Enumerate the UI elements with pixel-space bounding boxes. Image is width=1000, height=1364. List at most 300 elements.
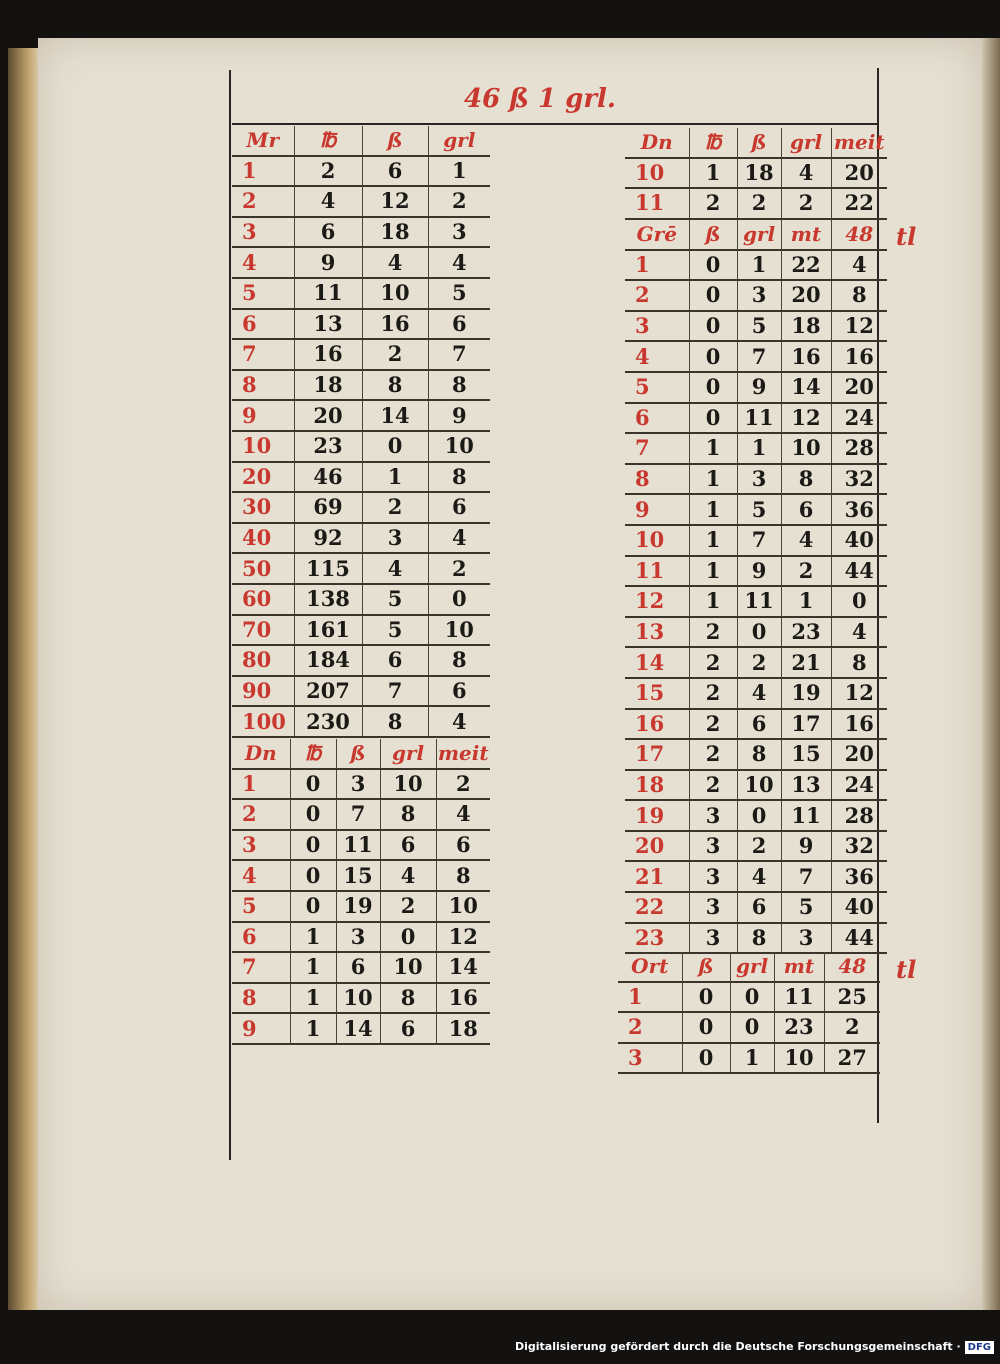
table-row bbox=[232, 309, 490, 340]
column-header: mt bbox=[774, 952, 824, 982]
table-row bbox=[625, 250, 887, 281]
row-label: 6 bbox=[625, 403, 689, 434]
table-cell: 3 bbox=[689, 923, 737, 954]
table-cell: 14 bbox=[436, 952, 490, 983]
table-cell: 32 bbox=[831, 831, 887, 862]
table-cell: 5 bbox=[362, 584, 428, 615]
table-cell: 0 bbox=[290, 891, 336, 922]
row-label: 90 bbox=[232, 676, 294, 707]
table-cell: 23 bbox=[781, 617, 831, 648]
table-cell: 2 bbox=[428, 553, 490, 584]
table-row bbox=[232, 523, 490, 554]
table-cell: 6 bbox=[781, 494, 831, 525]
table-row bbox=[625, 861, 887, 892]
column-header: ß bbox=[689, 220, 737, 250]
row-label: 80 bbox=[232, 645, 294, 676]
book-spine bbox=[8, 48, 38, 1310]
table-cell: 2 bbox=[294, 156, 362, 187]
column-header: ß bbox=[336, 739, 380, 769]
table-row bbox=[232, 584, 490, 615]
table-cell: 8 bbox=[362, 706, 428, 737]
right-groschen-table bbox=[625, 220, 887, 954]
table-cell: 24 bbox=[831, 403, 887, 434]
table-cell: 8 bbox=[831, 280, 887, 311]
table-cell: 2 bbox=[380, 891, 436, 922]
table-cell: 18 bbox=[737, 158, 781, 189]
table-cell: 7 bbox=[428, 339, 490, 370]
column-header: Dn bbox=[232, 739, 290, 769]
row-label: 12 bbox=[625, 586, 689, 617]
table-cell: 10 bbox=[436, 891, 490, 922]
table-cell: 10 bbox=[774, 1043, 824, 1074]
left-mark-table bbox=[232, 126, 490, 738]
table-row bbox=[625, 464, 887, 495]
column-header: grl bbox=[380, 739, 436, 769]
column-header: Mr bbox=[232, 126, 294, 156]
row-label: 5 bbox=[625, 372, 689, 403]
table-cell: 23 bbox=[774, 1012, 824, 1043]
row-label: 40 bbox=[232, 523, 294, 554]
table-row bbox=[625, 158, 887, 189]
table-cell: 8 bbox=[380, 983, 436, 1014]
table-cell: 7 bbox=[737, 341, 781, 372]
table-cell: 1 bbox=[428, 156, 490, 187]
table-cell: 0 bbox=[682, 1012, 730, 1043]
table-cell: 5 bbox=[362, 615, 428, 646]
table-row bbox=[625, 647, 887, 678]
table-cell: 4 bbox=[737, 678, 781, 709]
row-label: 5 bbox=[232, 891, 290, 922]
page-heading: 46 ß 1 grl. bbox=[464, 84, 616, 114]
row-label: 18 bbox=[625, 770, 689, 801]
table-cell: 0 bbox=[737, 617, 781, 648]
table-cell: 11 bbox=[737, 403, 781, 434]
row-label: 70 bbox=[232, 615, 294, 646]
table-cell: 2 bbox=[689, 647, 737, 678]
table-cell: 2 bbox=[689, 770, 737, 801]
side-label-ort: tl bbox=[896, 955, 917, 984]
table-row bbox=[232, 615, 490, 646]
table-cell: 4 bbox=[781, 158, 831, 189]
table-cell: 2 bbox=[362, 492, 428, 523]
table-cell: 0 bbox=[682, 1043, 730, 1074]
row-label: 2 bbox=[232, 186, 294, 217]
table-cell: 8 bbox=[831, 647, 887, 678]
row-label: 20 bbox=[625, 831, 689, 862]
table-cell: 12 bbox=[362, 186, 428, 217]
table-cell: 6 bbox=[336, 952, 380, 983]
table-cell: 2 bbox=[824, 1012, 880, 1043]
table-cell: 3 bbox=[689, 800, 737, 831]
table-row bbox=[625, 311, 887, 342]
table-row bbox=[232, 462, 490, 493]
table-row bbox=[618, 1012, 880, 1043]
table-row bbox=[625, 433, 887, 464]
table-cell: 0 bbox=[428, 584, 490, 615]
table-row bbox=[232, 645, 490, 676]
table-cell: 9 bbox=[428, 400, 490, 431]
table-cell: 6 bbox=[380, 1013, 436, 1044]
table-cell: 1 bbox=[689, 433, 737, 464]
table-cell: 10 bbox=[336, 983, 380, 1014]
table-cell: 19 bbox=[336, 891, 380, 922]
table-cell: 8 bbox=[781, 464, 831, 495]
table-cell: 0 bbox=[689, 250, 737, 281]
table-cell: 9 bbox=[737, 372, 781, 403]
table-header-row bbox=[618, 952, 880, 982]
row-label: 60 bbox=[232, 584, 294, 615]
table-cell: 0 bbox=[689, 341, 737, 372]
row-label: 1 bbox=[618, 982, 682, 1013]
table-cell: 161 bbox=[294, 615, 362, 646]
table-row bbox=[625, 923, 887, 954]
column-header: grl bbox=[781, 128, 831, 158]
table-row bbox=[232, 1013, 490, 1044]
table-cell: 8 bbox=[362, 370, 428, 401]
table-row bbox=[232, 983, 490, 1014]
table-cell: 138 bbox=[294, 584, 362, 615]
row-label: 7 bbox=[232, 952, 290, 983]
table-cell: 207 bbox=[294, 676, 362, 707]
table-cell: 8 bbox=[380, 799, 436, 830]
table-row bbox=[625, 403, 887, 434]
row-label: 4 bbox=[232, 247, 294, 278]
table-cell: 6 bbox=[362, 645, 428, 676]
table-cell: 16 bbox=[436, 983, 490, 1014]
table-cell: 4 bbox=[362, 247, 428, 278]
table-cell: 1 bbox=[290, 952, 336, 983]
table-row bbox=[232, 431, 490, 462]
table-row bbox=[618, 1043, 880, 1074]
table-cell: 8 bbox=[428, 645, 490, 676]
table-cell: 92 bbox=[294, 523, 362, 554]
table-cell: 19 bbox=[781, 678, 831, 709]
table-row bbox=[232, 186, 490, 217]
row-label: 6 bbox=[232, 309, 294, 340]
row-label: 19 bbox=[625, 800, 689, 831]
table-cell: 3 bbox=[336, 922, 380, 953]
table-cell: 2 bbox=[689, 678, 737, 709]
table-cell: 12 bbox=[831, 311, 887, 342]
table-row bbox=[232, 217, 490, 248]
table-cell: 6 bbox=[436, 830, 490, 861]
row-label: 1 bbox=[625, 250, 689, 281]
table-cell: 5 bbox=[781, 892, 831, 923]
table-cell: 11 bbox=[336, 830, 380, 861]
table-cell: 14 bbox=[336, 1013, 380, 1044]
row-label: 1 bbox=[232, 769, 290, 800]
table-cell: 44 bbox=[831, 923, 887, 954]
table-cell: 3 bbox=[737, 464, 781, 495]
column-header: Dn bbox=[625, 128, 689, 158]
table-cell: 11 bbox=[781, 800, 831, 831]
table-cell: 1 bbox=[689, 158, 737, 189]
table-cell: 10 bbox=[428, 431, 490, 462]
row-label: 8 bbox=[625, 464, 689, 495]
table-cell: 13 bbox=[781, 770, 831, 801]
table-cell: 4 bbox=[428, 247, 490, 278]
table-cell: 18 bbox=[294, 370, 362, 401]
table-row bbox=[232, 553, 490, 584]
table-row bbox=[232, 706, 490, 737]
table-cell: 14 bbox=[781, 372, 831, 403]
table-cell: 20 bbox=[781, 280, 831, 311]
table-cell: 1 bbox=[689, 556, 737, 587]
table-cell: 184 bbox=[294, 645, 362, 676]
table-row bbox=[232, 247, 490, 278]
table-cell: 2 bbox=[689, 709, 737, 740]
table-cell: 1 bbox=[737, 250, 781, 281]
table-cell: 3 bbox=[336, 769, 380, 800]
table-cell: 10 bbox=[380, 952, 436, 983]
table-cell: 46 bbox=[294, 462, 362, 493]
table-cell: 0 bbox=[689, 280, 737, 311]
row-label: 6 bbox=[232, 922, 290, 953]
table-cell: 2 bbox=[689, 739, 737, 770]
table-row bbox=[232, 922, 490, 953]
table-row bbox=[232, 370, 490, 401]
table-row bbox=[625, 525, 887, 556]
table-cell: 10 bbox=[737, 770, 781, 801]
table-cell: 0 bbox=[290, 769, 336, 800]
table-cell: 69 bbox=[294, 492, 362, 523]
column-header: grl bbox=[428, 126, 490, 156]
table-cell: 16 bbox=[362, 309, 428, 340]
table-cell: 11 bbox=[774, 982, 824, 1013]
table-cell: 3 bbox=[689, 831, 737, 862]
table-cell: 40 bbox=[831, 525, 887, 556]
column-header: ß bbox=[362, 126, 428, 156]
table-cell: 6 bbox=[362, 156, 428, 187]
table-cell: 0 bbox=[689, 311, 737, 342]
row-label: 8 bbox=[232, 370, 294, 401]
table-cell: 15 bbox=[781, 739, 831, 770]
table-cell: 2 bbox=[689, 617, 737, 648]
table-cell: 3 bbox=[689, 892, 737, 923]
table-cell: 8 bbox=[737, 739, 781, 770]
table-cell: 6 bbox=[428, 676, 490, 707]
table-cell: 1 bbox=[362, 462, 428, 493]
page-edge bbox=[982, 38, 1000, 1310]
table-cell: 2 bbox=[436, 769, 490, 800]
column-header: 48 bbox=[824, 952, 880, 982]
table-cell: 6 bbox=[428, 309, 490, 340]
table-cell: 6 bbox=[737, 709, 781, 740]
row-label: 17 bbox=[625, 739, 689, 770]
table-cell: 1 bbox=[290, 983, 336, 1014]
right-ort-table bbox=[618, 952, 880, 1074]
row-label: 4 bbox=[625, 341, 689, 372]
row-label: 13 bbox=[625, 617, 689, 648]
table-cell: 5 bbox=[737, 494, 781, 525]
table-cell: 3 bbox=[428, 217, 490, 248]
table-cell: 7 bbox=[336, 799, 380, 830]
table-cell: 20 bbox=[831, 739, 887, 770]
table-cell: 10 bbox=[380, 769, 436, 800]
table-cell: 13 bbox=[294, 309, 362, 340]
table-cell: 4 bbox=[781, 525, 831, 556]
table-cell: 22 bbox=[831, 188, 887, 219]
table-cell: 18 bbox=[436, 1013, 490, 1044]
table-cell: 16 bbox=[831, 709, 887, 740]
table-cell: 17 bbox=[781, 709, 831, 740]
table-cell: 4 bbox=[294, 186, 362, 217]
row-label: 2 bbox=[618, 1012, 682, 1043]
table-cell: 4 bbox=[737, 861, 781, 892]
table-cell: 2 bbox=[781, 556, 831, 587]
table-cell: 27 bbox=[824, 1043, 880, 1074]
table-cell: 16 bbox=[294, 339, 362, 370]
table-cell: 9 bbox=[781, 831, 831, 862]
row-label: 30 bbox=[232, 492, 294, 523]
table-cell: 7 bbox=[362, 676, 428, 707]
table-cell: 1 bbox=[781, 586, 831, 617]
table-cell: 1 bbox=[689, 525, 737, 556]
row-label: 10 bbox=[232, 431, 294, 462]
row-label: 100 bbox=[232, 706, 294, 737]
row-label: 21 bbox=[625, 861, 689, 892]
table-cell: 3 bbox=[737, 280, 781, 311]
table-header-row bbox=[625, 220, 887, 250]
row-label: 20 bbox=[232, 462, 294, 493]
row-label: 10 bbox=[625, 525, 689, 556]
table-cell: 6 bbox=[294, 217, 362, 248]
header-rule bbox=[232, 123, 877, 125]
table-row bbox=[625, 494, 887, 525]
table-cell: 8 bbox=[737, 923, 781, 954]
row-label: 7 bbox=[232, 339, 294, 370]
table-cell: 11 bbox=[294, 278, 362, 309]
table-cell: 0 bbox=[737, 800, 781, 831]
table-cell: 12 bbox=[781, 403, 831, 434]
column-header: ℔ bbox=[294, 126, 362, 156]
table-row bbox=[232, 676, 490, 707]
table-cell: 0 bbox=[290, 860, 336, 891]
table-cell: 16 bbox=[831, 341, 887, 372]
table-cell: 12 bbox=[436, 922, 490, 953]
table-row bbox=[618, 982, 880, 1013]
table-cell: 28 bbox=[831, 433, 887, 464]
table-row bbox=[232, 769, 490, 800]
row-label: 9 bbox=[232, 400, 294, 431]
column-header: grl bbox=[730, 952, 774, 982]
table-cell: 2 bbox=[737, 647, 781, 678]
table-cell: 2 bbox=[737, 188, 781, 219]
table-cell: 3 bbox=[362, 523, 428, 554]
right-pfennig-table bbox=[625, 128, 887, 220]
table-cell: 8 bbox=[428, 370, 490, 401]
table-cell: 10 bbox=[362, 278, 428, 309]
table-row bbox=[625, 831, 887, 862]
table-row bbox=[232, 278, 490, 309]
table-row bbox=[625, 586, 887, 617]
row-label: 50 bbox=[232, 553, 294, 584]
row-label: 2 bbox=[625, 280, 689, 311]
footer-credit bbox=[515, 1340, 994, 1358]
table-cell: 10 bbox=[781, 433, 831, 464]
row-label: 8 bbox=[232, 983, 290, 1014]
table-row bbox=[232, 400, 490, 431]
table-row bbox=[625, 770, 887, 801]
row-label: 3 bbox=[625, 311, 689, 342]
table-cell: 32 bbox=[831, 464, 887, 495]
table-cell: 230 bbox=[294, 706, 362, 737]
table-cell: 16 bbox=[781, 341, 831, 372]
table-cell: 9 bbox=[737, 556, 781, 587]
table-cell: 20 bbox=[294, 400, 362, 431]
column-header: Grē bbox=[625, 220, 689, 250]
table-cell: 11 bbox=[737, 586, 781, 617]
table-cell: 115 bbox=[294, 553, 362, 584]
table-cell: 4 bbox=[380, 860, 436, 891]
table-cell: 3 bbox=[689, 861, 737, 892]
row-label: 9 bbox=[232, 1013, 290, 1044]
table-cell: 14 bbox=[362, 400, 428, 431]
table-cell: 36 bbox=[831, 861, 887, 892]
table-cell: 25 bbox=[824, 982, 880, 1013]
table-row bbox=[232, 830, 490, 861]
row-label: 22 bbox=[625, 892, 689, 923]
table-cell: 18 bbox=[362, 217, 428, 248]
column-header: mt bbox=[781, 220, 831, 250]
table-cell: 6 bbox=[380, 830, 436, 861]
column-header: grl bbox=[737, 220, 781, 250]
table-cell: 10 bbox=[428, 615, 490, 646]
table-cell: 28 bbox=[831, 800, 887, 831]
table-cell: 8 bbox=[436, 860, 490, 891]
table-header-row bbox=[232, 739, 490, 769]
table-cell: 15 bbox=[336, 860, 380, 891]
table-cell: 4 bbox=[831, 617, 887, 648]
table-cell: 4 bbox=[436, 799, 490, 830]
table-cell: 4 bbox=[831, 250, 887, 281]
table-cell: 4 bbox=[428, 706, 490, 737]
left-margin-rule bbox=[229, 70, 231, 1160]
table-cell: 5 bbox=[737, 311, 781, 342]
column-header: ℔ bbox=[290, 739, 336, 769]
table-header-row bbox=[232, 126, 490, 156]
table-row bbox=[232, 799, 490, 830]
column-header: 48 bbox=[831, 220, 887, 250]
row-label: 4 bbox=[232, 860, 290, 891]
column-header: ß bbox=[682, 952, 730, 982]
row-label: 9 bbox=[625, 494, 689, 525]
table-cell: 36 bbox=[831, 494, 887, 525]
table-cell: 1 bbox=[290, 922, 336, 953]
column-header: meit bbox=[831, 128, 887, 158]
table-cell: 20 bbox=[831, 158, 887, 189]
table-row bbox=[625, 800, 887, 831]
table-cell: 2 bbox=[781, 188, 831, 219]
table-cell: 18 bbox=[781, 311, 831, 342]
dfg-logo: DFG bbox=[965, 1341, 994, 1354]
row-label: 10 bbox=[625, 158, 689, 189]
table-row bbox=[625, 372, 887, 403]
table-cell: 6 bbox=[737, 892, 781, 923]
table-cell: 40 bbox=[831, 892, 887, 923]
row-label: 3 bbox=[232, 217, 294, 248]
table-cell: 8 bbox=[428, 462, 490, 493]
table-row bbox=[625, 709, 887, 740]
table-row bbox=[625, 892, 887, 923]
table-cell: 2 bbox=[362, 339, 428, 370]
table-row bbox=[625, 341, 887, 372]
row-label: 11 bbox=[625, 556, 689, 587]
table-cell: 20 bbox=[831, 372, 887, 403]
table-row bbox=[625, 188, 887, 219]
table-cell: 0 bbox=[730, 982, 774, 1013]
table-cell: 1 bbox=[689, 586, 737, 617]
